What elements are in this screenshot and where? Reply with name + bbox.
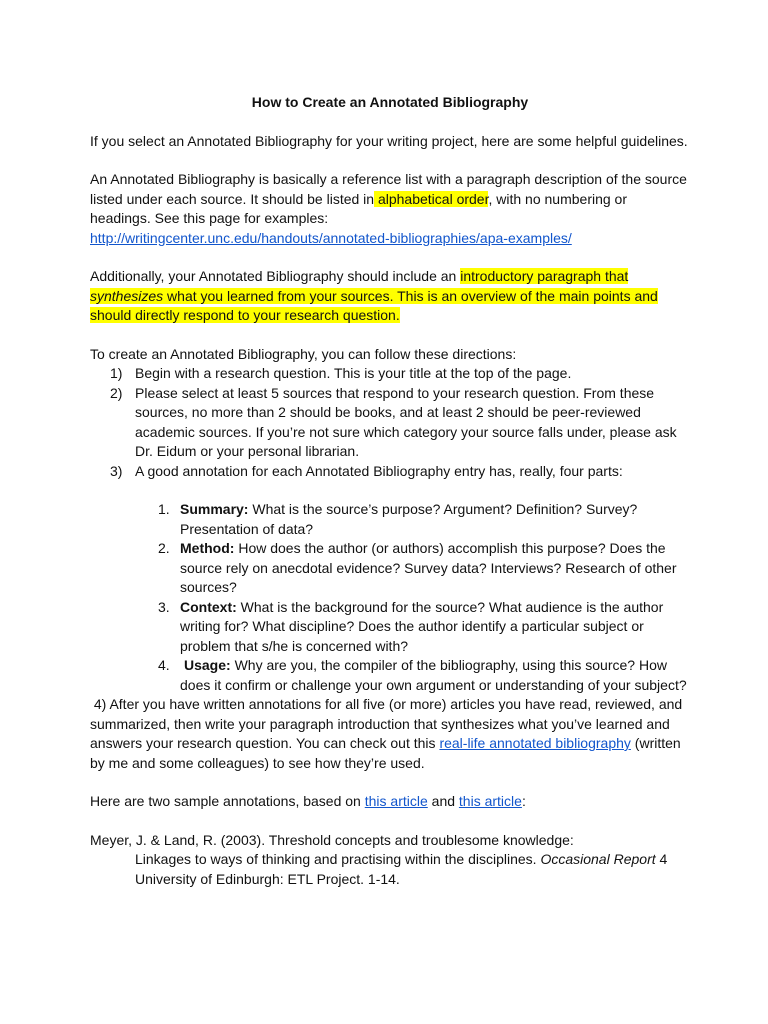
directions-list [90,364,690,481]
synthesis-paragraph [90,267,690,326]
page-title: How to Create an Annotated Bibliography [251,94,529,110]
reference-line-2: Linkages to ways of thinking and practising within the disciplines. Occasional Report 4 [135,851,668,867]
part-label: Method: [180,540,235,556]
list-item: 1. Summary: What is the source’s purpose? Argument? Definition? Survey? Presentation of data? [158,501,638,537]
list-item: 2. Method: How does the author (or authors) accomplish this purpose? Does the source rely on anecdotal evidence? Survey data? Interviews? Research of other sources? [158,540,677,595]
highlight-alphabetical-order: alphabetical order [374,191,488,207]
annotation-parts-list [90,500,690,695]
examples-link[interactable]: http://writingcenter.unc.edu/handouts/annotated-bibliographies/apa-examples/ [90,229,572,246]
highlight-introductory-paragraph: introductory paragraph that synthesizes what you learned from your sources. This is an overview of the main points and should directly respond to your research question. [90,268,658,323]
reference-line-3: University of Edinburgh: ETL Project. 1-14. [135,870,400,887]
step4-paragraph: 4) After you have written annotations for all five (or more) articles you have read, reviewed, and summarized, then write your paragraph introduction that synthesizes what you’ve learned and answers your research question. You can check out this real-life annotated bibliography (written by me and some colleagues) to see how they’re used. [90,696,683,771]
real-life-bibliography-link[interactable]: real-life annotated bibliography [439,735,631,751]
directions-lead: To create an Annotated Bibliography, you can follow these directions: [90,345,517,362]
part-label: Context: [180,598,237,615]
part-label: Summary: [180,501,249,517]
article-link-2[interactable]: this article [458,793,522,809]
definition-text-1: An Annotated Bibliography is basically a reference list with a paragraph description of the source listed under each source. It should be listed in [90,171,687,207]
article-link-1[interactable]: this article [364,793,428,809]
list-item: 1) Begin with a research question. This is your title at the top of the page. [110,365,572,381]
intro-paragraph: If you select an Annotated Bibliography for your writing project, here are some helpful guidelines. [90,132,688,149]
synthesizes-italic: synthesizes [90,287,164,304]
journal-title: Occasional Report [540,851,656,867]
document-page [90,93,690,889]
list-item: 3) A good annotation for each Annotated Bibliography entry has, really, four parts: [110,462,623,479]
definition-text-2: , with no numbering or headings. See this page for examples: [90,190,628,226]
definition-paragraph [90,170,690,248]
list-item: 3. Context: What is the background for the source? What audience is the author writing for? What discipline? Does the author identify a particular subject or problem that s/he is concerned with? [158,598,664,654]
list-item: 4. Usage: Why are you, the compiler of the bibliography, using this source? How does it confirm or challenge your own argument or understanding of your subject? [158,657,687,693]
samples-paragraph: Here are two sample annotations, based on this article and this article: [90,793,526,809]
synthesis-text-1: Additionally, your Annotated Bibliography should include an [90,268,457,284]
part-label: Usage: [184,657,231,673]
reference-entry [90,831,690,890]
reference-line-1: Meyer, J. & Land, R. (2003). Threshold concepts and troublesome knowledge: [90,831,574,848]
list-item: 2) Please select at least 5 sources that respond to your research question. From these sources, no more than 2 should be books, and at least 2 should be peer-reviewed academic sources. If you’re not sure which category your source falls under, please ask Dr. Eidum or your personal librarian. [110,384,677,459]
